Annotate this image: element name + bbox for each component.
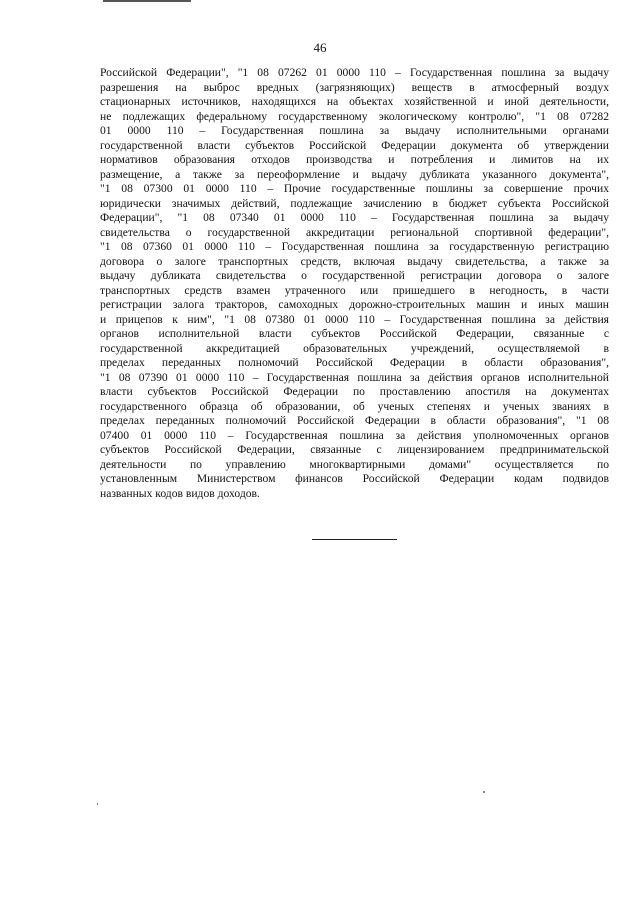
text-line: государственного образца об образовании, об ученых степенях и ученых званиях в xyxy=(100,399,609,413)
text-line: субъектов Российской Федерации, связанные с лицензированием предпринимательской xyxy=(100,443,609,456)
text-line: размещение, а также за переоформление и выдачу дубликата указанного документа", xyxy=(100,167,609,181)
text-line: государственной аккредитацией образовательных учреждений, осуществляемой в xyxy=(100,341,609,355)
text-line: нормативов образования отходов производства и потребления и лимитов на их xyxy=(100,153,609,166)
text-line: выдачу дубликата свидетельства о государственной регистрации договора о залоге xyxy=(100,269,609,282)
end-separator-line xyxy=(312,539,397,540)
text-line: государственной власти субъектов Российской Федерации документа об утверждении xyxy=(100,138,609,152)
text-line: разрешения на выброс вредных (загрязняющих) веществ в атмосферный воздух xyxy=(100,80,609,94)
text-line: деятельности по управлению многоквартирными домами" осуществляется по xyxy=(100,457,609,471)
text-line: договора о залоге транспортных средств, включая выдачу свидетельства, а также за xyxy=(100,254,609,268)
body-text xyxy=(100,66,609,501)
text-line: пределах переданных полномочий Российской Федерации в области образования", "1 08 xyxy=(100,414,609,427)
page-number: 46 xyxy=(313,40,327,55)
scan-speck xyxy=(97,803,98,805)
text-line: органов исполнительной власти субъектов Российской Федерации, связанные с xyxy=(100,327,609,340)
scan-top-edge-line xyxy=(103,0,191,2)
text-line: стационарных источников, находящихся на объектах хозяйственной и иной деятельности, xyxy=(100,95,609,108)
text-line: не подлежащих федеральному государственному экологическому контролю", "1 08 07282 xyxy=(100,109,609,123)
text-line: "1 08 07390 01 0000 110 – Государственная пошлина за действия органов исполнительной xyxy=(100,370,609,384)
text-line: Российской Федерации", "1 08 07262 01 0000 110 – Государственная пошлина за выдачу xyxy=(100,66,609,79)
text-line: свидетельства о государственной аккредитации региональной спортивной федерации", xyxy=(100,225,609,239)
text-line: и прицепов к ним", "1 08 07380 01 0000 110 – Государственная пошлина за действия xyxy=(100,312,609,326)
text-line: юридически значимых действий, подлежащие зачислению в бюджет субъекта Российской xyxy=(100,196,609,210)
text-line: 01 0000 110 – Государственная пошлина за выдачу исполнительными органами xyxy=(100,124,609,137)
text-line: Федерации", "1 08 07340 01 0000 110 – Государственная пошлина за выдачу xyxy=(100,211,609,224)
scan-speck xyxy=(483,791,485,793)
text-line: пределах переданных полномочий Российской Федерации в области образования", xyxy=(100,356,609,369)
text-line: власти субъектов Российской Федерации по проставлению апостиля на документах xyxy=(100,385,609,398)
text-line: регистрации залога тракторов, самоходных дорожно-строительных машин и иных машин xyxy=(100,298,609,311)
text-line: названных кодов видов доходов. xyxy=(100,486,260,500)
text-line: 07400 01 0000 110 – Государственная пошлина за действия уполномоченных органов xyxy=(100,428,609,442)
text-line: установленным Министерством финансов Российской Федерации кодам подвидов xyxy=(100,472,609,485)
text-line: "1 08 07360 01 0000 110 – Государственная пошлина за государственную регистрацию xyxy=(100,240,609,253)
text-line: "1 08 07300 01 0000 110 – Прочие государственные пошлины за совершение прочих xyxy=(100,182,609,195)
text-line: транспортных средств взамен утраченного или пришедшего в негодность, в части xyxy=(100,283,609,297)
